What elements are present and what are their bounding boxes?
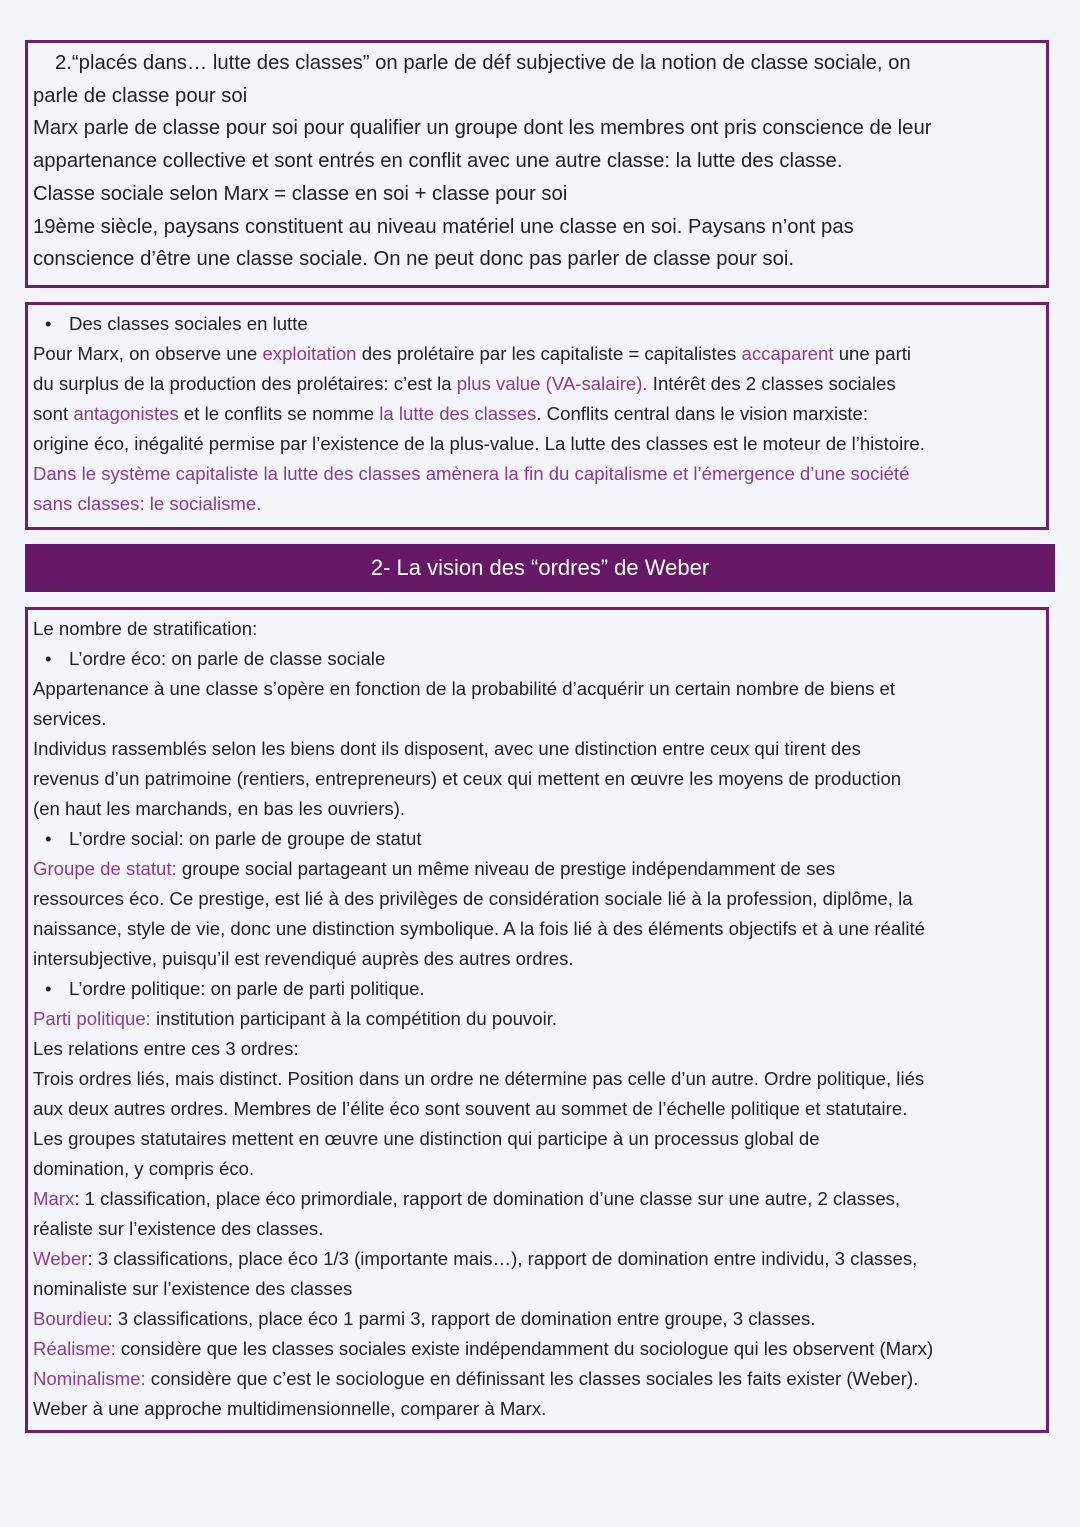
text-segment: services. bbox=[33, 708, 107, 729]
text-line bbox=[33, 369, 1046, 399]
text-line bbox=[33, 944, 1046, 974]
text-line bbox=[33, 1004, 1046, 1034]
text-segment: Intérêt des 2 classes sociales bbox=[647, 373, 896, 394]
bullet-item bbox=[33, 309, 1046, 339]
text-segment: revenus d’un patrimoine (rentiers, entrepreneurs) et ceux qui mettent en œuvre les moyens de production bbox=[33, 768, 902, 789]
text-segment: : 1 classification, place éco primordiale, rapport de domination d’une classe sur une autre, 2 classes, bbox=[74, 1188, 901, 1209]
text-line bbox=[33, 429, 1046, 459]
text-line bbox=[33, 243, 1046, 276]
text-segment: : 3 classifications, place éco 1 parmi 3, rapport de domination entre groupe, 3 classes. bbox=[107, 1308, 816, 1329]
text-segment: Les groupes statutaires mettent en œuvre une distinction qui participe à un processus global de bbox=[33, 1128, 820, 1149]
text-segment: : 3 classifications, place éco 1/3 (importante mais…), rapport de domination entre individu, 3 classes, bbox=[87, 1248, 918, 1269]
highlighted-term: Dans le système capitaliste la lutte des classes amènera la fin du capitalisme et l’émergence d’une société bbox=[33, 463, 910, 484]
bullet-icon: • bbox=[45, 648, 52, 669]
text-line bbox=[33, 1124, 1046, 1154]
text-segment: domination, y compris éco. bbox=[33, 1158, 255, 1179]
text-segment: Classe sociale selon Marx = classe en soi + classe pour soi bbox=[33, 182, 568, 205]
text-segment: L’ordre politique: on parle de parti politique. bbox=[69, 978, 425, 999]
text-line bbox=[33, 1214, 1046, 1244]
text-segment: des prolétaire par les capitaliste = capitalistes bbox=[356, 343, 742, 364]
text-line bbox=[33, 112, 1046, 145]
highlighted-term: exploitation bbox=[262, 343, 357, 364]
text-line bbox=[33, 1334, 1046, 1364]
text-segment: Appartenance à une classe s’opère en fonction de la probabilité d’acquérir un certain nombre de biens et bbox=[33, 678, 896, 699]
text-line bbox=[33, 1034, 1046, 1064]
text-line bbox=[33, 764, 1046, 794]
text-line bbox=[33, 1274, 1046, 1304]
text-line bbox=[33, 884, 1046, 914]
bullet-item bbox=[33, 824, 1046, 854]
bullet-item bbox=[33, 974, 1046, 1004]
bullet-icon: • bbox=[45, 828, 52, 849]
text-line bbox=[33, 1304, 1046, 1334]
text-segment: sont bbox=[33, 403, 74, 424]
highlighted-term: la lutte des classes bbox=[379, 403, 537, 424]
text-segment: Weber à une approche multidimensionnelle, comparer à Marx. bbox=[33, 1398, 547, 1419]
text-segment: (en haut les marchands, en bas les ouvriers). bbox=[33, 798, 406, 819]
text-segment: réaliste sur l’existence des classes. bbox=[33, 1218, 324, 1239]
text-segment: 2.“placés dans… lutte des classes” on parle de déf subjective de la notion de classe sociale, on bbox=[55, 52, 911, 74]
text-segment: naissance, style de vie, donc une distinction symbolique. A la fois lié à des éléments objectifs et à une réalité bbox=[33, 918, 925, 939]
text-segment: nominaliste sur l’existence des classes bbox=[33, 1278, 353, 1299]
section-header: 2- La vision des “ordres” de Weber bbox=[25, 544, 1055, 592]
text-line bbox=[33, 1394, 1046, 1424]
text-line bbox=[33, 1094, 1046, 1124]
text-line bbox=[33, 614, 1046, 644]
bullet-icon: • bbox=[45, 978, 52, 999]
text-line bbox=[33, 211, 1046, 244]
text-segment: du surplus de la production des prolétaires: c’est la bbox=[33, 373, 457, 394]
highlighted-term: Nominalisme: bbox=[33, 1368, 146, 1389]
text-segment: Pour Marx, on observe une bbox=[33, 343, 263, 364]
text-segment: appartenance collective et sont entrés en conflit avec une autre classe: la lutte des classe. bbox=[33, 150, 843, 173]
text-segment: Le nombre de stratification: bbox=[33, 618, 258, 639]
text-line bbox=[33, 734, 1046, 764]
text-segment: institution participant à la compétition du pouvoir. bbox=[150, 1008, 558, 1029]
text-segment: origine éco, inégalité permise par l’existence de la plus-value. La lutte des classes est le moteur de l’histoire. bbox=[33, 433, 925, 454]
text-segment: Individus rassemblés selon les biens dont ils disposent, avec une distinction entre ceux qui tirent des bbox=[33, 738, 861, 759]
text-line bbox=[33, 339, 1046, 369]
highlighted-term: antagonistes bbox=[73, 403, 179, 424]
text-line bbox=[33, 1184, 1046, 1214]
text-segment: aux deux autres ordres. Membres de l’élite éco sont souvent au sommet de l’échelle politique et statutaire. bbox=[33, 1098, 908, 1119]
text-segment: Les relations entre ces 3 ordres: bbox=[33, 1038, 299, 1059]
text-line bbox=[33, 80, 1046, 113]
text-segment: 19ème siècle, paysans constituent au niveau matériel une classe en soi. Paysans n’ont pas bbox=[33, 215, 854, 238]
text-line bbox=[33, 854, 1046, 884]
text-line bbox=[33, 1154, 1046, 1184]
text-segment: intersubjective, puisqu’il est revendiqué auprès des autres ordres. bbox=[33, 948, 574, 969]
text-segment: L’ordre éco: on parle de classe sociale bbox=[69, 648, 386, 669]
highlighted-term: Réalisme: bbox=[33, 1338, 116, 1359]
highlighted-term: Groupe de statut: bbox=[33, 858, 177, 879]
text-line bbox=[33, 145, 1046, 178]
text-segment: Trois ordres liés, mais distinct. Position dans un ordre ne détermine pas celle d’un autre. Ordre politique, liés bbox=[33, 1068, 925, 1089]
text-line bbox=[33, 1364, 1046, 1394]
text-segment: parle de classe pour soi bbox=[33, 84, 248, 107]
highlighted-term: plus value (VA-salaire). bbox=[456, 373, 648, 394]
text-line bbox=[33, 794, 1046, 824]
highlighted-term: sans classes: le socialisme. bbox=[33, 493, 262, 514]
text-box-classe-pour-soi bbox=[25, 40, 1049, 288]
text-segment: . Conflits central dans le vision marxiste: bbox=[536, 403, 869, 424]
text-box-lutte-des-classes bbox=[25, 302, 1049, 530]
text-segment: ressources éco. Ce prestige, est lié à des privilèges de considération sociale lié à la profession, diplôme, la bbox=[33, 888, 913, 909]
text-segment: groupe social partageant un même niveau de prestige indépendamment de ses bbox=[176, 858, 836, 879]
text-segment: Des classes sociales en lutte bbox=[69, 313, 308, 334]
text-segment: conscience d’être une classe sociale. On ne peut donc pas parler de classe pour soi. bbox=[33, 248, 794, 271]
text-line bbox=[33, 914, 1046, 944]
text-segment: une parti bbox=[833, 343, 912, 364]
text-box-weber-ordres bbox=[25, 607, 1049, 1433]
highlighted-term: Bourdieu bbox=[33, 1308, 108, 1329]
text-segment: Marx parle de classe pour soi pour qualifier un groupe dont les membres ont pris conscience de leur bbox=[33, 117, 932, 140]
text-line bbox=[33, 399, 1046, 429]
text-line bbox=[33, 489, 1046, 519]
text-segment: considère que c’est le sociologue en définissant les classes sociales les faits exister (Weber). bbox=[145, 1368, 919, 1389]
text-line bbox=[33, 459, 1046, 489]
bullet-icon: • bbox=[45, 313, 52, 334]
text-line bbox=[33, 1244, 1046, 1274]
text-segment: L’ordre social: on parle de groupe de statut bbox=[69, 828, 422, 849]
bullet-item bbox=[33, 644, 1046, 674]
highlighted-term: Parti politique: bbox=[33, 1008, 151, 1029]
text-line bbox=[33, 704, 1046, 734]
text-segment: considère que les classes sociales existe indépendamment du sociologue qui les observent (Marx) bbox=[115, 1338, 934, 1359]
highlighted-term: Weber bbox=[33, 1248, 88, 1269]
text-line bbox=[33, 47, 1046, 80]
text-segment: et le conflits se nomme bbox=[178, 403, 380, 424]
highlighted-term: Marx bbox=[33, 1188, 75, 1209]
text-line bbox=[33, 1064, 1046, 1094]
text-line bbox=[33, 178, 1046, 211]
text-line bbox=[33, 674, 1046, 704]
highlighted-term: accaparent bbox=[741, 343, 834, 364]
